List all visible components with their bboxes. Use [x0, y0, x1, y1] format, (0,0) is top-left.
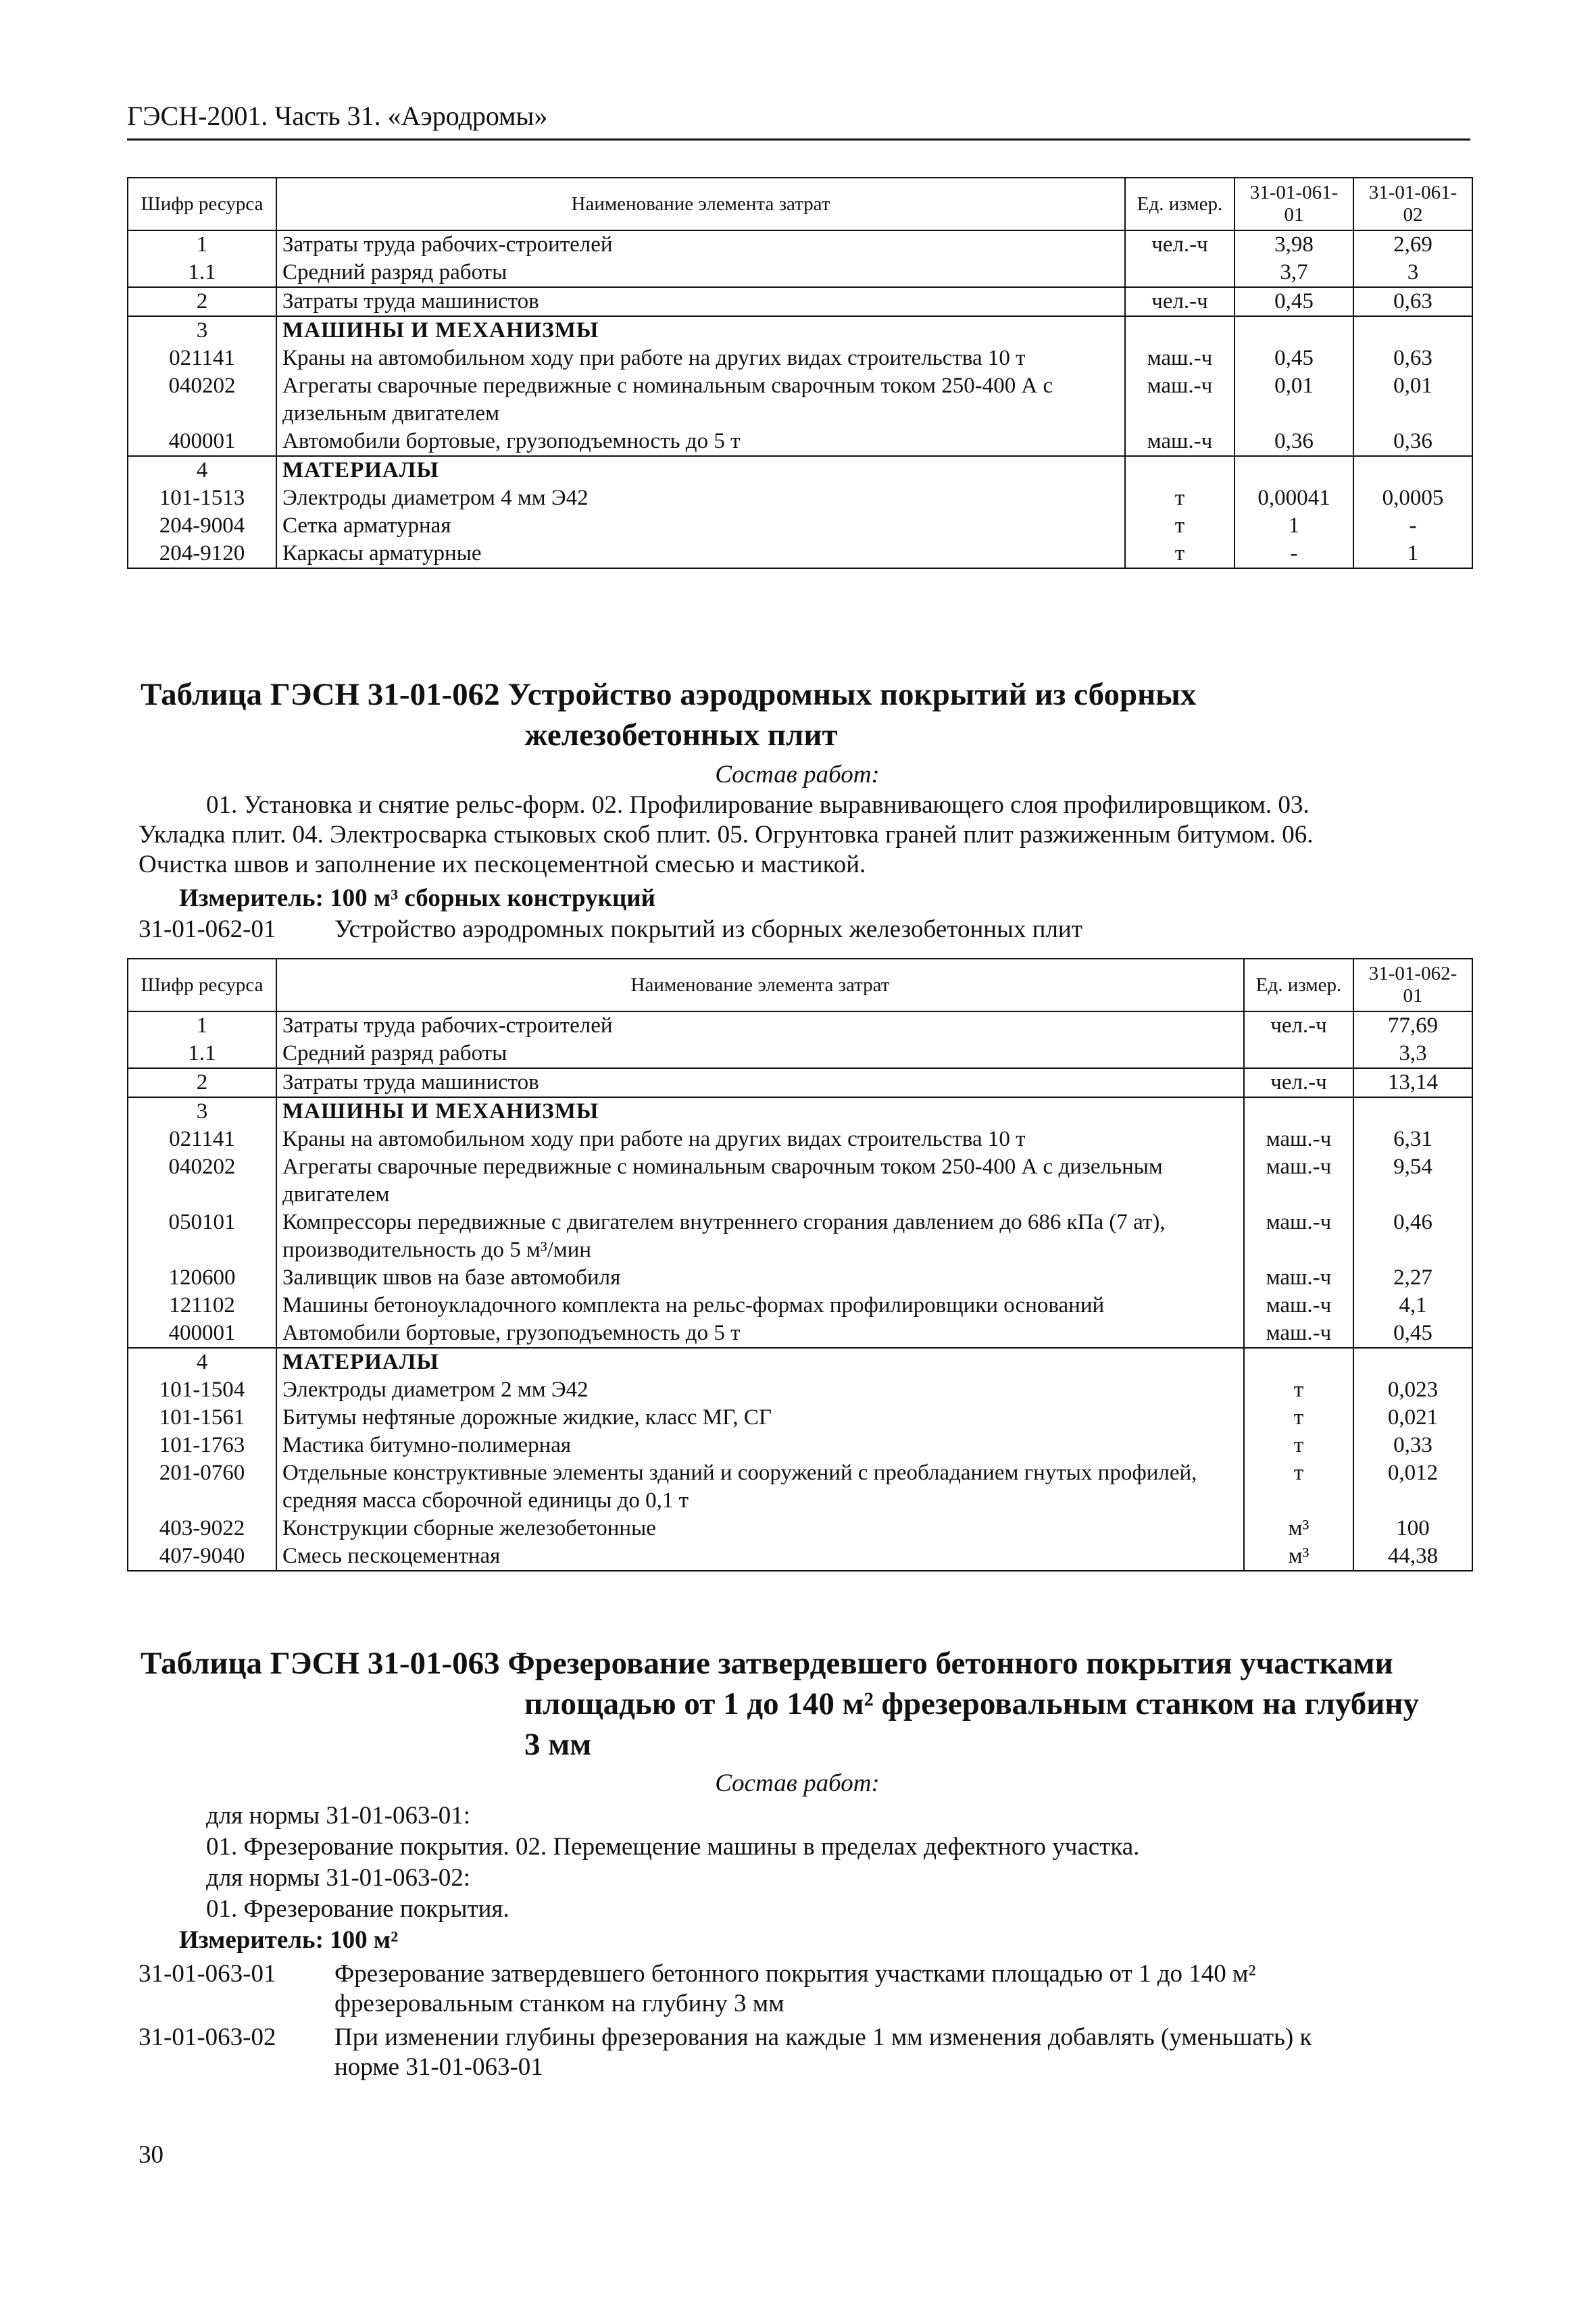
- row-name: Средний разряд работы: [276, 1040, 1244, 1068]
- row-code: 101-1513: [128, 484, 276, 512]
- row-value: 0,023: [1353, 1376, 1472, 1404]
- row-code: 3: [128, 1097, 276, 1126]
- row-code: 1: [128, 1011, 276, 1040]
- row-unit: т: [1244, 1459, 1353, 1515]
- row-code: 4: [128, 456, 276, 484]
- row-value: 44,38: [1353, 1542, 1472, 1571]
- work-line: Укладка плит. 04. Электросварка стыковых скоб плит. 05. Огрунтовка граней плит разжиженным битумом. 06.: [139, 821, 1314, 849]
- table-row: [128, 484, 1472, 512]
- row-code: 3: [128, 316, 276, 345]
- row-code: 021141: [128, 1126, 276, 1153]
- row-code: 121102: [128, 1292, 276, 1319]
- row-unit: м³: [1244, 1515, 1353, 1542]
- header-unit: Ед. измер.: [1244, 959, 1353, 1011]
- row-unit: маш.-ч: [1244, 1153, 1353, 1209]
- table-title-063-line3: [524, 1724, 591, 1765]
- row-code: 407-9040: [128, 1542, 276, 1571]
- row-code: 1.1: [128, 1040, 276, 1068]
- row-unit: м³: [1244, 1542, 1353, 1571]
- row-name: Мастика битумно-полимерная: [276, 1432, 1244, 1459]
- header-divider: [127, 139, 1470, 141]
- table-title-062-line2: [141, 715, 1222, 755]
- row-code: 204-9004: [128, 512, 276, 540]
- row-value: 0,01: [1353, 372, 1472, 428]
- work-line: 01. Установка и снятие рельс-форм. 02. Профилирование выравнивающего слоя профилировщиком. 03.: [206, 791, 1310, 819]
- work-line: Очистка швов и заполнение их пескоцементной смесью и мастикой.: [139, 851, 866, 878]
- norm-code: 31-01-063-02: [139, 2023, 276, 2051]
- row-unit: [1244, 1348, 1353, 1376]
- row-value: 3,7: [1235, 259, 1353, 287]
- row-unit: маш.-ч: [1244, 1319, 1353, 1348]
- row-unit: маш.-ч: [1244, 1264, 1353, 1292]
- row-value: 9,54: [1353, 1153, 1472, 1209]
- row-code: 201-0760: [128, 1459, 276, 1515]
- norm-description: [334, 1959, 1483, 2019]
- row-code: 101-1561: [128, 1404, 276, 1432]
- row-name: Отдельные конструктивные элементы зданий и сооружений с преобладанием гнутых профилей, средняя масса сборочной единицы до 0,1 т: [276, 1459, 1244, 1515]
- row-code: 1.1: [128, 259, 276, 287]
- header-unit: Ед. измер.: [1125, 178, 1235, 230]
- table-row: [128, 1515, 1472, 1542]
- section-title: МАШИНЫ И МЕХАНИЗМЫ: [276, 316, 1125, 345]
- row-value: 0,45: [1235, 287, 1353, 316]
- row-name: Электроды диаметром 4 мм Э42: [276, 484, 1125, 512]
- table-row: [128, 1319, 1472, 1348]
- row-value: [1353, 316, 1472, 345]
- row-value: 0,0005: [1353, 484, 1472, 512]
- row-unit: маш.-ч: [1125, 428, 1235, 456]
- table-row: [128, 372, 1472, 428]
- measure-unit: Измеритель: 100 м³ сборных конструкций: [179, 884, 655, 912]
- norm-line: норме 31-01-063-01: [334, 2053, 543, 2081]
- norm-line: фрезеровальным станком на глубину 3 мм: [334, 1990, 784, 2017]
- header-name: Наименование элемента затрат: [276, 959, 1244, 1011]
- resource-table-061: [127, 177, 1473, 569]
- row-name: Битумы нефтяные дорожные жидкие, класс МГ, СГ: [276, 1404, 1244, 1432]
- row-name: Затраты труда машинистов: [276, 287, 1125, 316]
- title-line: площадью от 1 до 140 м² фрезеровальным станком на глубину: [524, 1686, 1419, 1721]
- row-value: 3: [1353, 259, 1472, 287]
- row-name: Машины бетоноукладочного комплекта на рельс-формах профилировщики оснований: [276, 1292, 1244, 1319]
- row-value: 1: [1353, 540, 1472, 568]
- header-col1: 31-01-062-01: [1353, 959, 1472, 1011]
- row-value: 3,98: [1235, 230, 1353, 259]
- table-row: [128, 1376, 1472, 1404]
- row-value: 77,69: [1353, 1011, 1472, 1040]
- row-unit: маш.-ч: [1244, 1126, 1353, 1153]
- row-value: [1235, 456, 1353, 484]
- row-value: 0,63: [1353, 287, 1472, 316]
- row-name: Конструкции сборные железобетонные: [276, 1515, 1244, 1542]
- section-row: [128, 316, 1472, 345]
- title-line: Таблица ГЭСН 31-01-062 Устройство аэродромных покрытий из сборных: [141, 677, 1197, 712]
- header-code: Шифр ресурса: [128, 959, 276, 1011]
- table-row: [128, 1264, 1472, 1292]
- table-row: [128, 1126, 1472, 1153]
- row-value: 2,69: [1353, 230, 1472, 259]
- row-unit: [1244, 1097, 1353, 1126]
- row-unit: чел.-ч: [1125, 230, 1235, 259]
- table-title-063: [141, 1643, 1393, 1684]
- section-row: [128, 1097, 1472, 1126]
- row-code: 1: [128, 230, 276, 259]
- row-name: Автомобили бортовые, грузоподъемность до 5 т: [276, 1319, 1244, 1348]
- table-row: [128, 1153, 1472, 1209]
- row-value: 100: [1353, 1515, 1472, 1542]
- row-name: Агрегаты сварочные передвижные с номинальным сварочным током 250-400 А с дизельным двигателем: [276, 372, 1125, 428]
- row-code: 2: [128, 1068, 276, 1097]
- norm-line: При изменении глубины фрезерования на каждые 1 мм изменения добавлять (уменьшать) к: [334, 2023, 1312, 2051]
- row-value: 0,012: [1353, 1459, 1472, 1515]
- table-title-062: [141, 674, 1196, 715]
- row-value: -: [1353, 512, 1472, 540]
- row-value: 0,01: [1235, 372, 1353, 428]
- row-unit: т: [1125, 512, 1235, 540]
- row-unit: т: [1244, 1432, 1353, 1459]
- row-unit: [1125, 456, 1235, 484]
- resource-table-062: [127, 958, 1473, 1571]
- row-name: Заливщик швов на базе автомобиля: [276, 1264, 1244, 1292]
- norm-code: 31-01-063-01: [139, 1960, 276, 1988]
- row-code: 403-9022: [128, 1515, 276, 1542]
- title-line: Таблица ГЭСН 31-01-063 Фрезерование затвердевшего бетонного покрытия участками: [141, 1646, 1393, 1681]
- row-value: 0,45: [1353, 1319, 1472, 1348]
- row-value: 0,63: [1353, 345, 1472, 372]
- table-row: [128, 1459, 1472, 1515]
- row-name: Сетка арматурная: [276, 512, 1125, 540]
- row-unit: чел.-ч: [1244, 1011, 1353, 1040]
- row-name: Затраты труда машинистов: [276, 1068, 1244, 1097]
- row-unit: [1125, 259, 1235, 287]
- row-code: 120600: [128, 1264, 276, 1292]
- table-row: [128, 259, 1472, 287]
- row-value: 3,3: [1353, 1040, 1472, 1068]
- table-header-row: [128, 959, 1472, 1011]
- section-row: [128, 456, 1472, 484]
- for-norm-label: для нормы 31-01-063-02:: [206, 1864, 471, 1892]
- row-name: Краны на автомобильном ходу при работе на других видах строительства 10 т: [276, 345, 1125, 372]
- table-header-row: [128, 178, 1472, 230]
- table-row: [128, 1432, 1472, 1459]
- table-row: [128, 540, 1472, 568]
- section-title: МАШИНЫ И МЕХАНИЗМЫ: [276, 1097, 1244, 1126]
- work-composition-heading: Состав работ:: [715, 761, 880, 788]
- row-code: 050101: [128, 1209, 276, 1264]
- norm-line: Фрезерование затвердевшего бетонного покрытия участками площадью от 1 до 140 м²: [334, 1960, 1256, 1988]
- row-name: Затраты труда рабочих-строителей: [276, 230, 1125, 259]
- table-title-063-line2: [524, 1684, 1419, 1724]
- row-name: Средний разряд работы: [276, 259, 1125, 287]
- header-col2: 31-01-061-02: [1353, 178, 1472, 230]
- row-value: [1353, 1097, 1472, 1126]
- table-row: [128, 345, 1472, 372]
- table-row: [128, 1404, 1472, 1432]
- row-unit: маш.-ч: [1125, 372, 1235, 428]
- table-row: [128, 1292, 1472, 1319]
- work-line: 01. Фрезерование покрытия. 02. Перемещение машины в пределах дефектного участка.: [206, 1833, 1140, 1861]
- row-code: 204-9120: [128, 540, 276, 568]
- row-value: 1: [1235, 512, 1353, 540]
- row-unit: маш.-ч: [1244, 1292, 1353, 1319]
- row-value: 0,00041: [1235, 484, 1353, 512]
- table-row: [128, 1068, 1472, 1097]
- row-value: [1353, 456, 1472, 484]
- row-value: 13,14: [1353, 1068, 1472, 1097]
- table-row: [128, 287, 1472, 316]
- row-unit: [1125, 316, 1235, 345]
- row-value: -: [1235, 540, 1353, 568]
- row-code: 400001: [128, 1319, 276, 1348]
- row-unit: чел.-ч: [1125, 287, 1235, 316]
- work-composition-text: [139, 790, 1476, 880]
- section-title: МАТЕРИАЛЫ: [276, 1348, 1244, 1376]
- header-col1: 31-01-061-01: [1235, 178, 1353, 230]
- row-value: 6,31: [1353, 1126, 1472, 1153]
- row-value: 4,1: [1353, 1292, 1472, 1319]
- table-row: [128, 1040, 1472, 1068]
- row-value: 0,021: [1353, 1404, 1472, 1432]
- row-code: 101-1504: [128, 1376, 276, 1404]
- row-code: 4: [128, 1348, 276, 1376]
- row-name: Смесь пескоцементная: [276, 1542, 1244, 1571]
- row-code: 040202: [128, 1153, 276, 1209]
- title-line: железобетонных плит: [524, 718, 838, 753]
- table-row: [128, 512, 1472, 540]
- row-unit: чел.-ч: [1244, 1068, 1353, 1097]
- row-value: 0,33: [1353, 1432, 1472, 1459]
- table-row: [128, 230, 1472, 259]
- row-name: Затраты труда рабочих-строителей: [276, 1011, 1244, 1040]
- row-code: 400001: [128, 428, 276, 456]
- row-code: 021141: [128, 345, 276, 372]
- row-unit: маш.-ч: [1244, 1209, 1353, 1264]
- row-value: 0,36: [1353, 428, 1472, 456]
- row-name: Электроды диаметром 2 мм Э42: [276, 1376, 1244, 1404]
- row-unit: маш.-ч: [1125, 345, 1235, 372]
- row-unit: [1244, 1040, 1353, 1068]
- row-code: 040202: [128, 372, 276, 428]
- row-code: 2: [128, 287, 276, 316]
- section-title: МАТЕРИАЛЫ: [276, 456, 1125, 484]
- norm-description: Устройство аэродромных покрытий из сборных железобетонных плит: [334, 915, 1082, 943]
- title-line: 3 мм: [524, 1727, 592, 1762]
- row-code: 101-1763: [128, 1432, 276, 1459]
- row-unit: т: [1244, 1404, 1353, 1432]
- header-name: Наименование элемента затрат: [276, 178, 1125, 230]
- norm-code: 31-01-062-01: [139, 915, 276, 943]
- table-row: [128, 1209, 1472, 1264]
- norm-description: [334, 2023, 1483, 2082]
- row-value: 0,45: [1235, 345, 1353, 372]
- header-code: Шифр ресурса: [128, 178, 276, 230]
- row-value: 2,27: [1353, 1264, 1472, 1292]
- measure-unit: Измеритель: 100 м²: [179, 1926, 399, 1954]
- table-row: [128, 1011, 1472, 1040]
- row-unit: т: [1244, 1376, 1353, 1404]
- work-line: 01. Фрезерование покрытия.: [206, 1895, 509, 1923]
- row-name: Автомобили бортовые, грузоподъемность до 5 т: [276, 428, 1125, 456]
- page-header: ГЭСН-2001. Часть 31. «Аэродромы»: [127, 101, 548, 131]
- row-name: Компрессоры передвижные с двигателем внутреннего сгорания давлением до 686 кПа (7 ат), производительность до 5 м³/мин: [276, 1209, 1244, 1264]
- row-value: [1235, 316, 1353, 345]
- row-value: 0,46: [1353, 1209, 1472, 1264]
- row-name: Агрегаты сварочные передвижные с номинальным сварочным током 250-400 А с дизельным двигателем: [276, 1153, 1244, 1209]
- row-value: 0,36: [1235, 428, 1353, 456]
- row-value: [1353, 1348, 1472, 1376]
- row-name: Краны на автомобильном ходу при работе на других видах строительства 10 т: [276, 1126, 1244, 1153]
- table-row: [128, 428, 1472, 456]
- for-norm-label: для нормы 31-01-063-01:: [206, 1802, 471, 1830]
- row-unit: т: [1125, 540, 1235, 568]
- table-row: [128, 1542, 1472, 1571]
- row-name: Каркасы арматурные: [276, 540, 1125, 568]
- section-row: [128, 1348, 1472, 1376]
- row-unit: т: [1125, 484, 1235, 512]
- page-number: 30: [139, 2141, 164, 2169]
- work-composition-heading: Состав работ:: [715, 1769, 880, 1797]
